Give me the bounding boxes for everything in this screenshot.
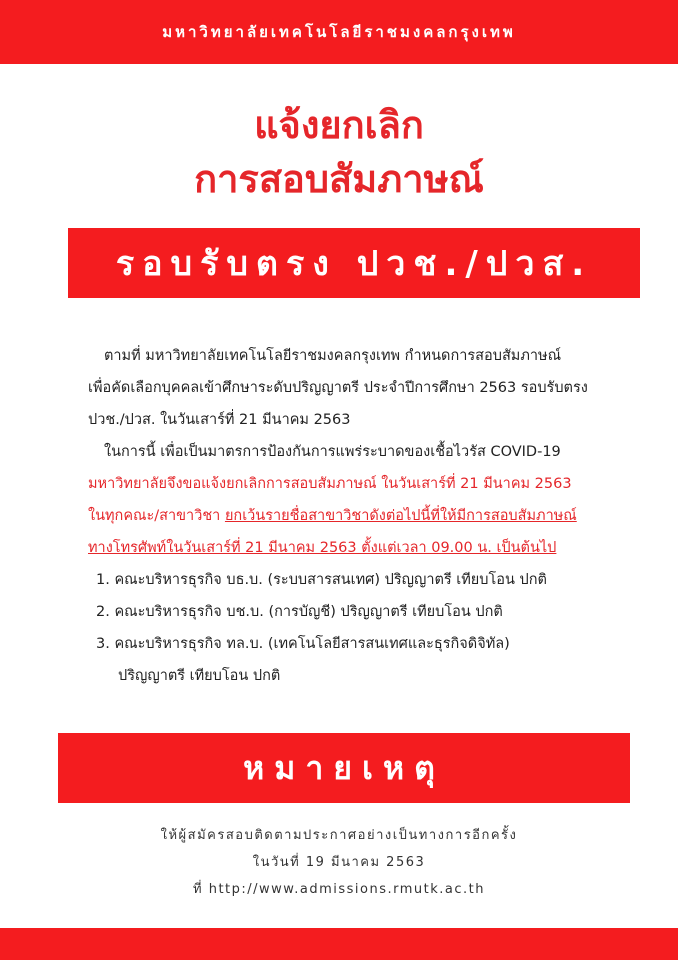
paragraph2-line3-plain: ในทุกคณะ/สาขาวิชา: [88, 508, 225, 524]
list-item: 3. คณะบริหารธุรกิจ ทล.บ. (เทคโนโลยีสารสนเทศและธุรกิจดิจิทัล): [96, 636, 510, 652]
paragraph2-line2: มหาวิทยาลัยจึงขอแจ้งยกเลิกการสอบสัมภาษณ์ ในวันเสาร์ที่ 21 มีนาคม 2563: [88, 476, 572, 492]
footer-line2: ในวันที่ 19 มีนาคม 2563: [252, 855, 426, 870]
top-header-bar: [0, 0, 678, 64]
round-banner: [68, 228, 640, 298]
paragraph2-line3-underlined: ยกเว้นรายชื่อสาขาวิชาดังต่อไปนี้ที่ให้มีการสอบสัมภาษณ์: [224, 508, 577, 524]
paragraph1-line3: ปวช./ปวส. ในวันเสาร์ที่ 21 มีนาคม 2563: [88, 412, 351, 428]
list-item-continuation: ปริญญาตรี เทียบโอน ปกติ: [118, 668, 281, 684]
footer-line3: ที่ http://www.admissions.rmutk.ac.th: [193, 882, 485, 897]
program-list: [88, 564, 650, 692]
paragraph2-line3: [88, 500, 650, 532]
footer-notice: [0, 822, 678, 903]
paragraph1-line1: ตามที่ มหาวิทยาลัยเทคโนโลยีราชมงคลกรุงเทพ กำหนดการสอบสัมภาษณ์: [104, 348, 562, 364]
list-item: 1. คณะบริหารธุรกิจ บธ.บ. (ระบบสารสนเทศ) ปริญญาตรี เทียบโอน ปกติ: [96, 572, 547, 588]
note-banner: [58, 733, 630, 803]
note-banner-text: หมายเหตุ: [243, 748, 445, 787]
round-banner-text: รอบรับตรง ปวช./ปวส.: [115, 244, 593, 284]
headline-line1: แจ้งยกเลิก: [254, 103, 424, 147]
bottom-bar: [0, 928, 678, 960]
paragraph2-line4: ทางโทรศัพท์ในวันเสาร์ที่ 21 มีนาคม 2563 ตั้งแต่เวลา 09.00 น. เป็นต้นไป: [88, 540, 557, 556]
announcement-body: [88, 340, 650, 692]
paragraph1-line2: เพื่อคัดเลือกบุคคลเข้าศึกษาระดับปริญญาตรี ประจำปีการศึกษา 2563 รอบรับตรง: [88, 380, 588, 396]
headline-line2: การสอบสัมภาษณ์: [194, 157, 484, 201]
university-name: มหาวิทยาลัยเทคโนโลยีราชมงคลกรุงเทพ: [162, 23, 516, 41]
footer-line1: ให้ผู้สมัครสอบติดตามประกาศอย่างเป็นทางการอีกครั้ง: [160, 828, 518, 843]
paragraph2-line1: ในการนี้ เพื่อเป็นมาตรการป้องกันการแพร่ระบาดของเชื้อไวรัส COVID-19: [104, 444, 561, 460]
list-item: 2. คณะบริหารธุรกิจ บช.บ. (การบัญชี) ปริญญาตรี เทียบโอน ปกติ: [96, 604, 503, 620]
